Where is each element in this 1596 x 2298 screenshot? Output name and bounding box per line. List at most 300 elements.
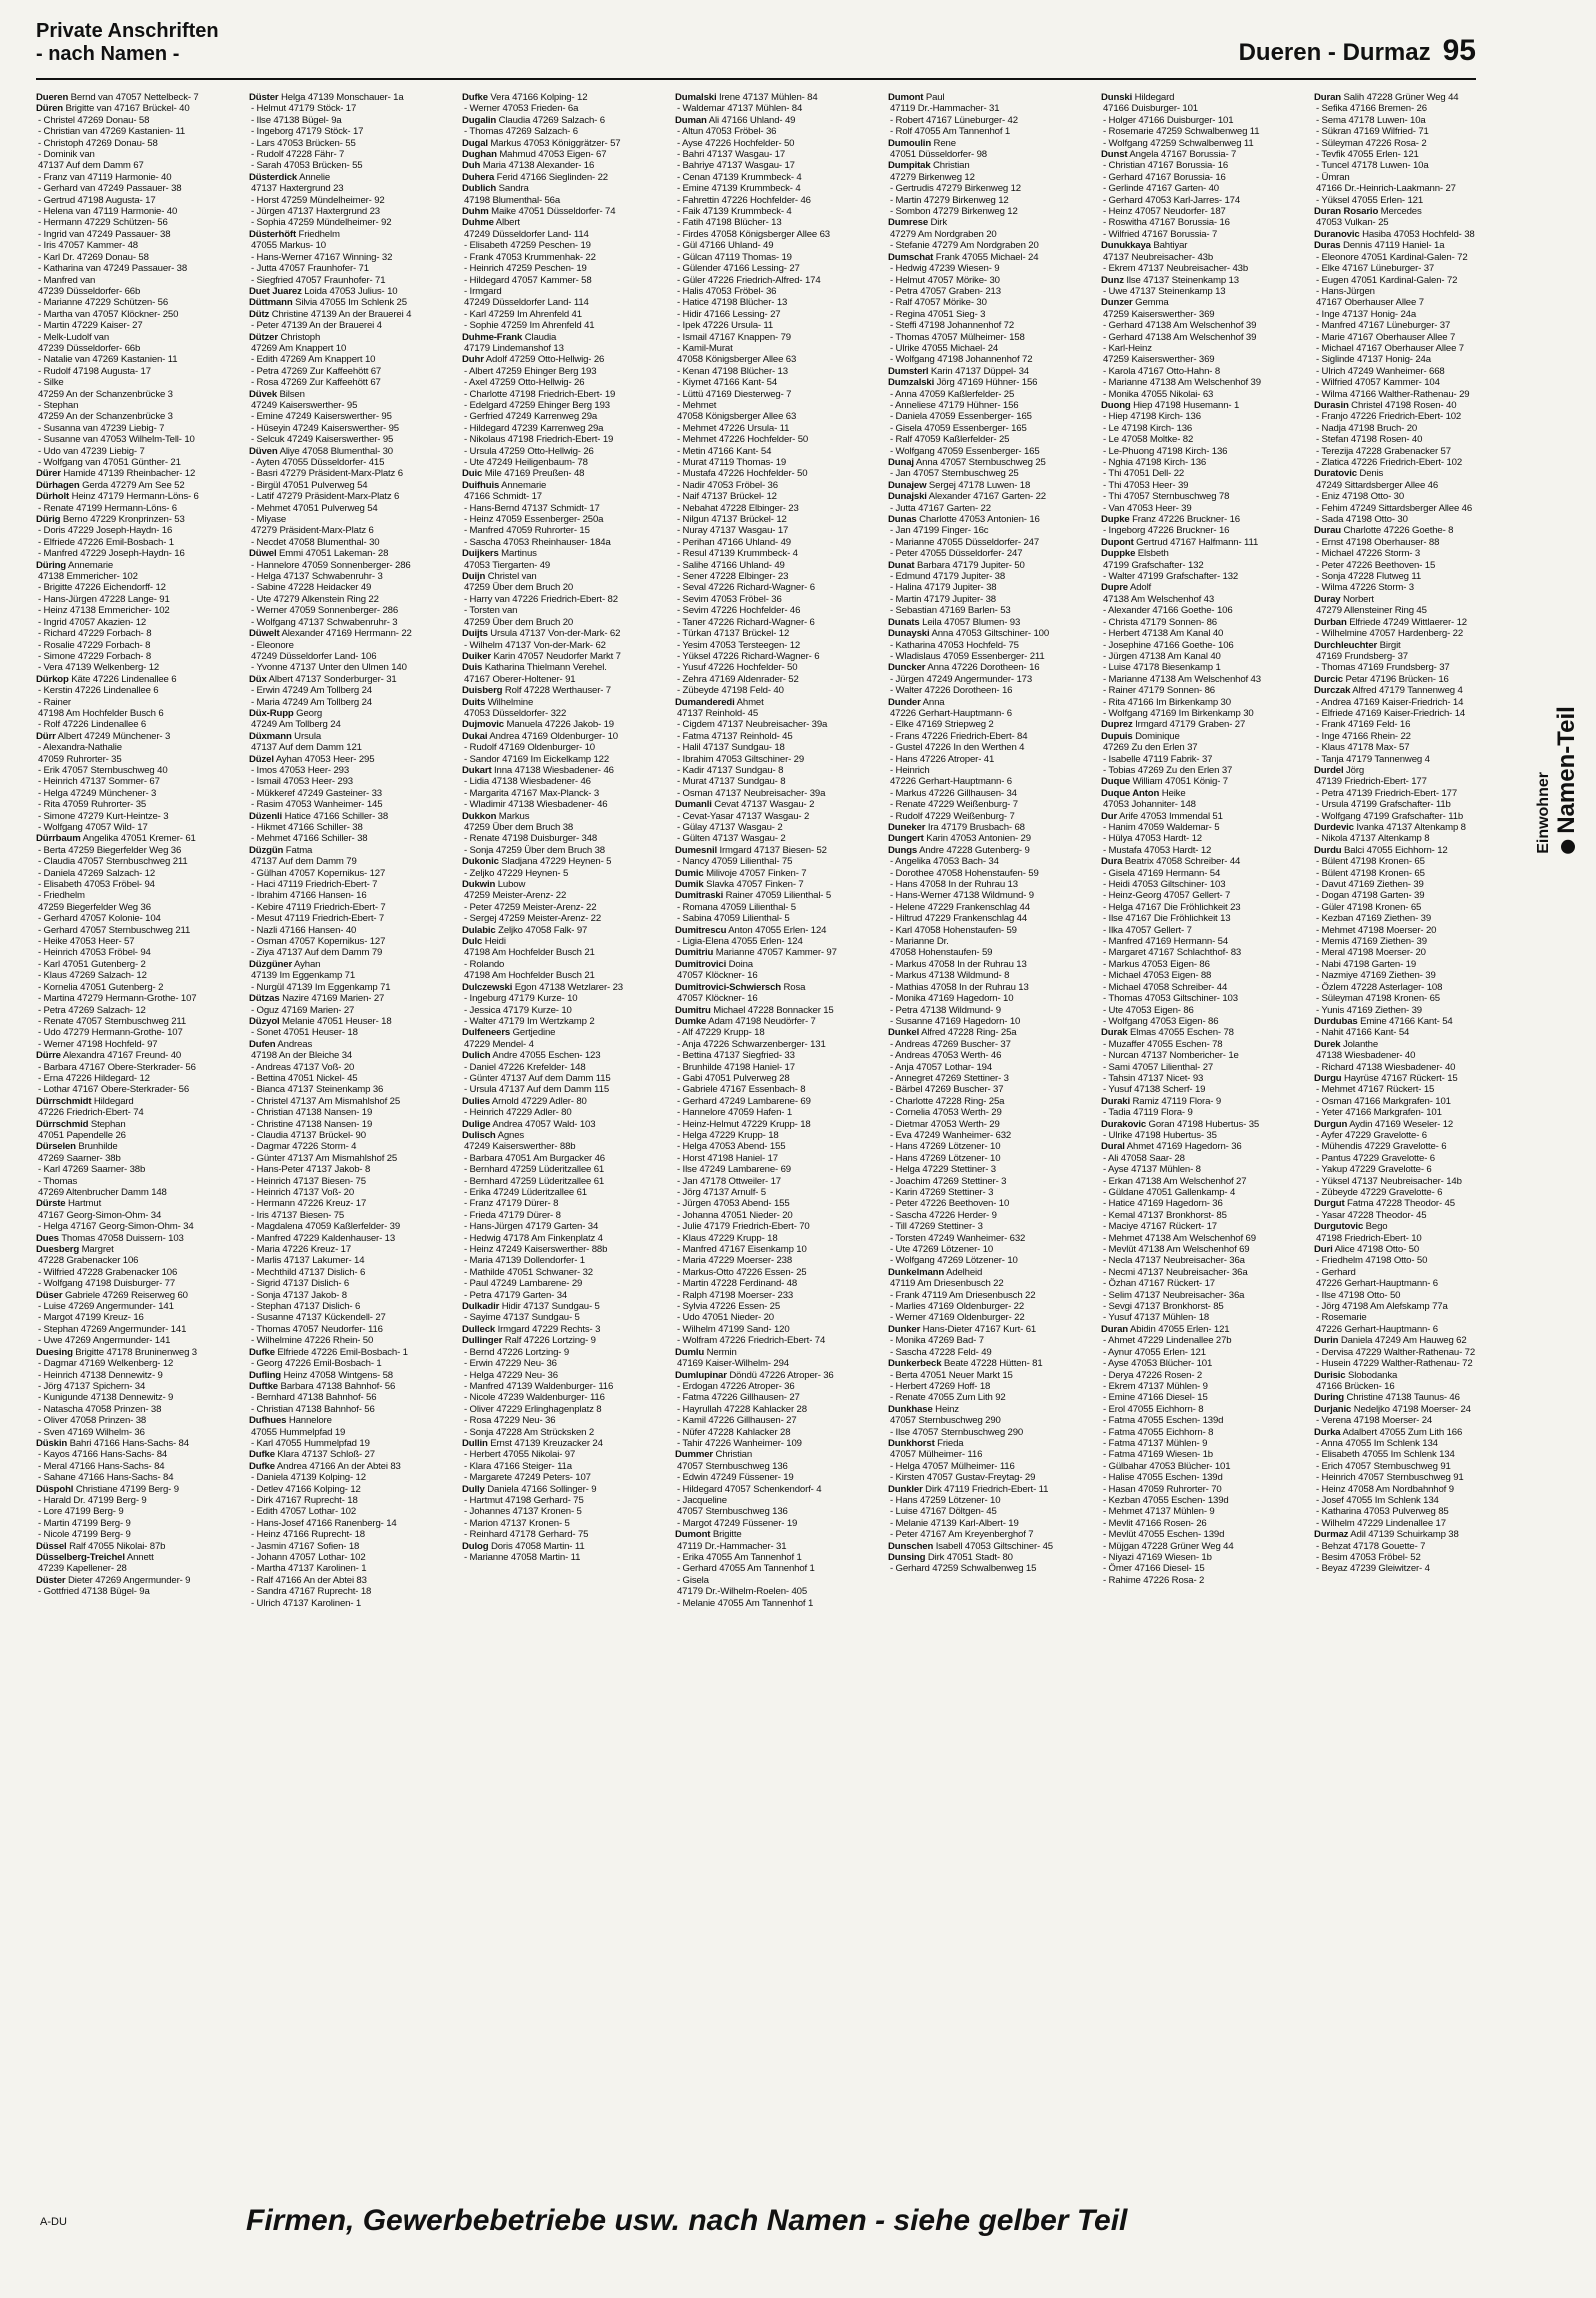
directory-entry (1314, 1370, 1512, 1381)
surname: Duis (462, 662, 483, 674)
surname: Düvek (249, 388, 278, 400)
entry-text: - Jürgen 47137 Haxtergrund 23 (251, 206, 380, 218)
entry-text: Heike (1159, 787, 1186, 799)
entry-text: - Sahane 47166 Hans-Sachs- 84 (38, 1472, 174, 1484)
directory-entry (675, 1324, 873, 1335)
directory-entry (1101, 1438, 1299, 1449)
surname: Dunz (1101, 274, 1124, 286)
directory-entry (1101, 970, 1299, 981)
directory-entry (888, 1518, 1086, 1529)
entry-text: - Christine 47138 Nansen- 19 (251, 1118, 373, 1130)
directory-entry (462, 1255, 660, 1266)
directory-entry (249, 799, 447, 810)
entry-text: Gertrud 47167 Halfmann- 111 (1133, 536, 1259, 548)
entry-text: - Detlev 47166 Kolping- 12 (251, 1483, 361, 1495)
entry-text: - Van 47053 Heer- 39 (1103, 502, 1192, 514)
directory-entry (1101, 856, 1299, 867)
directory-entry (1101, 1552, 1299, 1563)
directory-entry (1101, 1358, 1299, 1369)
directory-entry (888, 1324, 1086, 1335)
entry-text: - Salihe 47166 Uhland- 49 (677, 559, 785, 571)
entry-text: - Muzaffer 47055 Eschen- 78 (1103, 1038, 1223, 1050)
directory-entry (462, 1415, 660, 1426)
surname: Dumlu (675, 1346, 705, 1358)
directory-entry (249, 1255, 447, 1266)
directory-entry (1314, 1039, 1512, 1050)
directory-entry (462, 229, 660, 240)
entry-text: 47137 Auf dem Damm 67 (38, 160, 144, 172)
surname: Düsterhöft (249, 228, 296, 240)
entry-text: Karin 47057 Neudorfer Markt 7 (490, 650, 621, 662)
directory-entry (1314, 411, 1512, 422)
entry-text: - Emine 47139 Krummbeck- 4 (677, 183, 801, 195)
directory-entry (675, 503, 873, 514)
entry-text: - Barbara 47167 Obere-Sterkrader- 56 (38, 1061, 196, 1073)
directory-entry (1314, 1529, 1512, 1540)
entry-text: - Renate 47199 Hermann-Löns- 6 (38, 502, 177, 514)
directory-entry (462, 309, 660, 320)
entry-text: - Marianne 47138 Am Welschenhof 39 (1103, 377, 1261, 389)
directory-column-5 (888, 92, 1086, 2162)
entry-text: - Mehmet 47051 Pulverweg 54 (251, 502, 378, 514)
directory-entry (36, 970, 234, 981)
directory-entry (36, 1107, 234, 1118)
surname: Dunski (1101, 92, 1133, 103)
directory-entry (1314, 902, 1512, 913)
directory-entry (888, 1141, 1086, 1152)
entry-text: - Daniela 47139 Kolping- 12 (251, 1472, 366, 1484)
entry-text: - Hatice 47198 Blücher- 13 (677, 297, 788, 309)
entry-text: - Eniz 47198 Otto- 30 (1316, 491, 1405, 503)
entry-text: - Nicole 47239 Waldenburger- 116 (464, 1392, 605, 1404)
entry-text: - Ahmet 47229 Lindenallee 27b (1103, 1335, 1232, 1347)
entry-text: - Johann 47057 Lothar- 102 (251, 1552, 366, 1563)
entry-text: - Halise 47055 Eschen- 139d (1103, 1472, 1223, 1484)
entry-text: Gerda 47279 Am See 52 (79, 479, 185, 491)
directory-entry (249, 959, 447, 970)
directory-entry (1314, 1506, 1512, 1517)
directory-entry (462, 286, 660, 297)
entry-text: 47226 Gerhart-Hauptmann- 6 (1316, 1323, 1438, 1335)
directory-entry (462, 799, 660, 810)
directory-entry (249, 1176, 447, 1187)
entry-text: - Jörg 47137 Arnulf- 5 (677, 1187, 766, 1198)
surname: Duftke (249, 1380, 278, 1392)
entry-text: - Ilka 47057 Gellert- 7 (1103, 924, 1192, 936)
surname: Duppke (1101, 548, 1136, 560)
directory-entry (1314, 343, 1512, 354)
surname: Dupre (1101, 582, 1128, 594)
directory-entry (249, 377, 447, 388)
directory-entry (462, 1506, 660, 1517)
directory-entry (675, 1598, 873, 1609)
entry-text: - Resul 47139 Krummbeck- 4 (677, 548, 798, 560)
surname: Dufke (462, 92, 488, 103)
directory-entry (675, 446, 873, 457)
directory-entry (675, 947, 873, 958)
entry-text: 47053 Vulkan- 25 (1316, 217, 1389, 229)
directory-entry (462, 925, 660, 936)
entry-text: - Erkan 47138 Am Welschenhof 27 (1103, 1175, 1247, 1187)
directory-entry (462, 1176, 660, 1187)
directory-entry (36, 1084, 234, 1095)
directory-entry (888, 240, 1086, 251)
directory-entry (675, 1050, 873, 1061)
entry-text: Andreas (275, 1038, 313, 1050)
entry-text: Loida 47053 Julius- 10 (301, 285, 398, 297)
directory-entry (675, 640, 873, 651)
entry-text: - Hildegard 47057 Schenkendorf- 4 (677, 1483, 822, 1495)
entry-text: - Fehim 47249 Sittardsberger Allee 46 (1316, 502, 1473, 514)
directory-entry (675, 468, 873, 479)
directory-entry (1314, 1130, 1512, 1141)
entry-text: - Rosemarie 47259 Schwalbenweg 11 (1103, 126, 1260, 138)
directory-entry (249, 160, 447, 171)
entry-text: - Luise 47167 Döltgen- 45 (890, 1506, 997, 1518)
directory-entry (1101, 1301, 1299, 1312)
entry-text: - Simone 47279 Kurt-Heintze- 3 (38, 810, 169, 822)
directory-entry (462, 788, 660, 799)
directory-entry (462, 628, 660, 639)
entry-text: - Gisela (677, 1574, 709, 1586)
entry-text: - Erdogan 47226 Atroper- 36 (677, 1380, 795, 1392)
directory-entry (36, 1073, 234, 1084)
entry-text: - Jutta 47057 Fraunhofer- 71 (251, 263, 369, 275)
entry-text: - Lüttü 47169 Diesterweg- 7 (677, 388, 792, 400)
directory-entry (675, 275, 873, 286)
directory-entry (249, 217, 447, 228)
entry-text: - Nahit 47166 Kant- 54 (1316, 1027, 1410, 1039)
directory-entry (1314, 742, 1512, 753)
entry-text: - Melanie 47055 Am Tannenhof 1 (677, 1597, 814, 1609)
directory-entry (249, 970, 447, 981)
directory-entry (36, 1427, 234, 1438)
entry-text: Lubow (495, 879, 526, 891)
entry-text: - Heinrich 47053 Fröbel- 94 (38, 947, 151, 959)
entry-text: - Elfriede 47169 Kaiser-Friedrich- 14 (1316, 707, 1466, 719)
entry-text: 47055 Markus- 10 (251, 240, 326, 252)
directory-entry (249, 1130, 447, 1141)
directory-entry (1314, 1233, 1512, 1244)
entry-text: Frieda (934, 1437, 964, 1449)
entry-text: - Bülent 47198 Kronen- 65 (1316, 856, 1425, 868)
directory-entry (249, 1016, 447, 1027)
directory-entry (36, 1461, 234, 1472)
entry-text: - Andreas 47137 Voß- 20 (251, 1061, 355, 1073)
directory-entry (675, 1484, 873, 1495)
entry-text: 47058 Königsberger Allee 63 (677, 411, 797, 423)
directory-column-6 (1101, 92, 1299, 2162)
entry-text: - Bülent 47198 Kronen- 65 (1316, 867, 1425, 879)
entry-text: - Mehmet 47226 Ursula- 11 (677, 422, 790, 434)
directory-entry (249, 389, 447, 400)
directory-entry (1101, 1016, 1299, 1027)
directory-entry (888, 1233, 1086, 1244)
entry-text: Elmas 47055 Eschen- 78 (1127, 1027, 1234, 1039)
directory-entry (249, 366, 447, 377)
directory-entry (462, 970, 660, 981)
entry-text: - Thomas 47169 Frundsberg- 37 (1316, 662, 1450, 674)
entry-text: Melanie 47051 Heuser- 18 (279, 1015, 392, 1027)
directory-entry (1314, 332, 1512, 343)
directory-entry (462, 662, 660, 673)
entry-text: - Brigitte 47226 Eichendorff- 12 (38, 582, 166, 594)
entry-text: Birgit (1377, 639, 1401, 651)
directory-entry (249, 617, 447, 628)
directory-entry (36, 560, 234, 571)
directory-entry (36, 1552, 234, 1563)
directory-entry (675, 1027, 873, 1038)
directory-entry (36, 1198, 234, 1209)
directory-entry (249, 309, 447, 320)
entry-text: Helga 47139 Monschauer- 1a (278, 92, 404, 103)
entry-text: 47138 Wiesbadener- 40 (1316, 1050, 1416, 1062)
surname: Düsselberg-Treichel (36, 1552, 125, 1563)
surname: Dunajski (888, 491, 927, 503)
entry-text: - Gerhard (1316, 1266, 1356, 1278)
directory-entry (462, 411, 660, 422)
entry-text: - Rolf 47226 Lindenallee 6 (38, 719, 147, 731)
entry-text: - Latif 47279 Präsident-Marx-Platz 6 (251, 491, 400, 503)
directory-entry (36, 1312, 234, 1323)
surname: Durchleuchter (1314, 639, 1378, 651)
entry-text: - Martin 47179 Jupiter- 38 (890, 593, 996, 605)
surname: Dunschen (888, 1540, 934, 1552)
directory-entry (675, 959, 873, 970)
directory-entry (36, 1415, 234, 1426)
directory-column-4 (675, 92, 873, 2162)
directory-entry (249, 126, 447, 137)
entry-text: - Herbert 47055 Nikolai- 97 (464, 1449, 576, 1461)
surname: Düsterdick (249, 171, 298, 183)
entry-text: - Manfred 47167 Eisenkamp 10 (677, 1244, 807, 1256)
entry-text: Michael 47228 Bonnacker 15 (710, 1004, 834, 1016)
entry-text: Wilhelmine (485, 696, 534, 708)
entry-text: Bahri 47166 Hans-Sachs- 84 (67, 1437, 189, 1449)
directory-entry (462, 1404, 660, 1415)
entry-text: Bernd van 47057 Nettelbeck- 7 (68, 92, 199, 103)
directory-entry (462, 1244, 660, 1255)
entry-text: - Claudia 47057 Sternbuschweg 211 (38, 856, 188, 868)
directory-entry (36, 400, 234, 411)
directory-entry (249, 1541, 447, 1552)
entry-text: 47137 Auf dem Damm 79 (251, 856, 357, 868)
entry-text: Alexandra 47167 Freund- 40 (60, 1050, 182, 1062)
directory-entry (1314, 731, 1512, 742)
entry-text: - Gerhard 47138 Am Welschenhof 39 (1103, 320, 1257, 332)
entry-text: - Margot 47249 Füssener- 19 (677, 1517, 798, 1529)
directory-entry (36, 1119, 234, 1130)
directory-entry (462, 731, 660, 742)
surname: Dunkelmann (888, 1266, 945, 1278)
directory-entry (1314, 263, 1512, 274)
surname: Dürrschmid (36, 1118, 89, 1130)
entry-text: - Peter 47259 Meister-Arenz- 22 (464, 901, 597, 913)
entry-text: - Hikmet 47166 Schiller- 38 (251, 822, 363, 833)
entry-text: 47229 Mendel- 4 (464, 1038, 534, 1050)
entry-text: Brunhilde (75, 1141, 118, 1153)
entry-text: Stephan (88, 1118, 126, 1130)
directory-entry (1314, 685, 1512, 696)
entry-text: - Maria 47139 Dollendorfer- 1 (464, 1255, 585, 1267)
directory-entry (1101, 697, 1299, 708)
directory-entry (462, 1358, 660, 1369)
directory-entry (36, 1062, 234, 1073)
surname: Dufen (249, 1038, 276, 1050)
directory-entry (888, 320, 1086, 331)
entry-text: - Luise 47269 Angermunder- 141 (38, 1301, 174, 1313)
entry-text: - Manfred 47139 Waldenburger- 116 (464, 1380, 614, 1392)
entry-text: - Hatice 47169 Hagedorn- 36 (1103, 1198, 1223, 1210)
directory-entry (36, 685, 234, 696)
entry-text: Andre 47228 Gutenberg- 9 (917, 844, 1030, 856)
entry-text: 47139 Im Eggenkamp 71 (251, 970, 356, 982)
directory-entry (888, 434, 1086, 445)
surname: Dunat (888, 559, 915, 571)
directory-entry (888, 366, 1086, 377)
entry-text: - Güler 47226 Friedrich-Alfred- 174 (677, 274, 821, 286)
surname: Dürer (36, 468, 61, 480)
directory-entry (249, 1210, 447, 1221)
entry-text: Rolf 47228 Werthauser- 7 (502, 685, 611, 697)
directory-entry (36, 936, 234, 947)
directory-entry (36, 1050, 234, 1061)
directory-entry (36, 103, 234, 114)
entry-text: - Eugen 47051 Kardinal-Galen- 72 (1316, 274, 1458, 286)
entry-text: Slobodanka (1345, 1369, 1398, 1381)
surname: Duranovic (1314, 228, 1360, 240)
entry-text: Christian (713, 1449, 753, 1461)
entry-text: Annemarie (66, 559, 114, 571)
entry-text: Gertjedine (510, 1027, 556, 1039)
directory-entry (249, 856, 447, 867)
directory-entry (36, 662, 234, 673)
directory-entry (888, 765, 1086, 776)
surname: Dughan (462, 149, 497, 161)
entry-text: - Maciye 47167 Rückert- 17 (1103, 1221, 1217, 1233)
entry-text: - Osman 47057 Kopernikus- 127 (251, 936, 386, 948)
entry-text: 47228 Grabenacker 106 (38, 1255, 139, 1267)
entry-text: 47166 Dr.-Heinrich-Laakmann- 27 (1316, 183, 1456, 195)
entry-text: - Edmund 47179 Jupiter- 38 (890, 571, 1006, 583)
entry-text: - Ulrike 47198 Hubertus- 35 (1103, 1129, 1217, 1141)
surname: Duijts (462, 628, 488, 640)
directory-entry (675, 206, 873, 217)
entry-text: - Hans-Werner 47167 Winning- 32 (251, 251, 393, 263)
directory-entry (675, 1586, 873, 1597)
entry-text: - Edelgard 47259 Ehinger Berg 193 (464, 399, 610, 411)
directory-entry (1101, 457, 1299, 468)
directory-entry (36, 913, 234, 924)
directory-entry (1101, 719, 1299, 730)
directory-entry (675, 776, 873, 787)
directory-entry (36, 1176, 234, 1187)
directory-entry (36, 697, 234, 708)
directory-entry (675, 993, 873, 1004)
entry-text: - Inge 47137 Honig- 24a (1316, 308, 1417, 320)
entry-text: - Marion 47137 Kronen- 5 (464, 1517, 570, 1529)
directory-entry (1101, 138, 1299, 149)
entry-text: Emine 47166 Kant- 54 (1357, 1015, 1453, 1027)
entry-text: - Dietmar 47053 Werth- 29 (890, 1118, 1000, 1130)
entry-text: 47166 Duisburger- 101 (1103, 103, 1198, 115)
directory-entry (36, 765, 234, 776)
directory-entry (249, 925, 447, 936)
surname: Dumke (675, 1015, 707, 1027)
entry-text: Dieter 47269 Angermunder- 9 (65, 1574, 191, 1586)
directory-entry (249, 1598, 447, 1609)
surname: Dulige (462, 1118, 491, 1130)
directory-entry (36, 206, 234, 217)
directory-entry (675, 1130, 873, 1141)
entry-text: Daniela 47166 Sollinger- 9 (484, 1483, 597, 1495)
directory-entry (462, 1472, 660, 1483)
entry-text: Alice 47198 Otto- 50 (1332, 1244, 1420, 1256)
directory-entry (1101, 297, 1299, 308)
directory-entry (888, 480, 1086, 491)
entry-text: - Anna 47059 Kaßlerfelder- 25 (890, 388, 1015, 400)
entry-text: - Walter 47226 Dorotheen- 16 (890, 685, 1013, 697)
section-tab-line1: Einwohner (1535, 772, 1552, 854)
directory-entry (36, 1529, 234, 1540)
directory-entry (462, 617, 660, 628)
entry-text: 47259 Über dem Bruch 20 (464, 616, 574, 628)
directory-entry (1101, 731, 1299, 742)
directory-entry (249, 822, 447, 833)
directory-entry (1101, 252, 1299, 263)
surname: Düx (249, 673, 267, 685)
directory-entry (675, 1427, 873, 1438)
surname: Duesberg (36, 1244, 80, 1256)
entry-text: - Sonja 47137 Jakob- 8 (251, 1289, 347, 1301)
entry-text: - Claudia 47137 Brückel- 90 (251, 1129, 366, 1141)
entry-text: - Cenan 47139 Krummbeck- 4 (677, 171, 802, 183)
entry-text: - Mehmet 47137 Mühlen- 9 (1103, 1506, 1215, 1518)
directory-entry (36, 434, 234, 445)
entry-text: - Gülcan 47119 Thomas- 19 (677, 251, 792, 263)
directory-entry (462, 1529, 660, 1540)
entry-text: 47169 Kaiser-Wilhelm- 294 (677, 1358, 789, 1370)
surname: Dumpitak (888, 160, 931, 172)
entry-text: - Kemal 47137 Bronkhorst- 85 (1103, 1209, 1227, 1221)
entry-text: Petar 47196 Brücken- 16 (1342, 673, 1449, 685)
entry-text: - Nüfer 47228 Kahlacker 28 (677, 1426, 791, 1438)
directory-entry (1314, 309, 1512, 320)
entry-text: - Ursula 47199 Grafschafter- 11b (1316, 799, 1451, 811)
directory-entry (1314, 765, 1512, 776)
directory-entry (675, 1381, 873, 1392)
directory-entry (1101, 217, 1299, 228)
directory-entry (462, 1005, 660, 1016)
entry-text: Christian (930, 160, 970, 172)
entry-text: - Sophie 47259 Im Ahrenfeld 41 (464, 320, 595, 332)
entry-text: 47226 Gerhart-Hauptmann- 6 (890, 707, 1012, 719)
directory-entry (462, 1290, 660, 1301)
entry-text: 47057 Klöckner- 16 (677, 993, 758, 1005)
surname: Durin (1314, 1335, 1339, 1347)
entry-text: - Sylvia 47226 Essen- 25 (677, 1301, 781, 1313)
directory-entry (462, 434, 660, 445)
entry-text: - Zübeyde 47229 Gravelotte- 6 (1316, 1187, 1443, 1198)
surname: Dürkop (36, 673, 69, 685)
directory-entry (249, 594, 447, 605)
entry-text: - Nicole 47199 Berg- 9 (38, 1529, 131, 1541)
entry-text: - Yüksel 47226 Richard-Wagner- 6 (677, 650, 820, 662)
directory-entry (675, 149, 873, 160)
entry-text: - Martin 47279 Birkenweg 12 (890, 194, 1009, 206)
entry-text: 47139 Friedrich-Ebert- 177 (1316, 776, 1427, 788)
directory-entry (888, 309, 1086, 320)
